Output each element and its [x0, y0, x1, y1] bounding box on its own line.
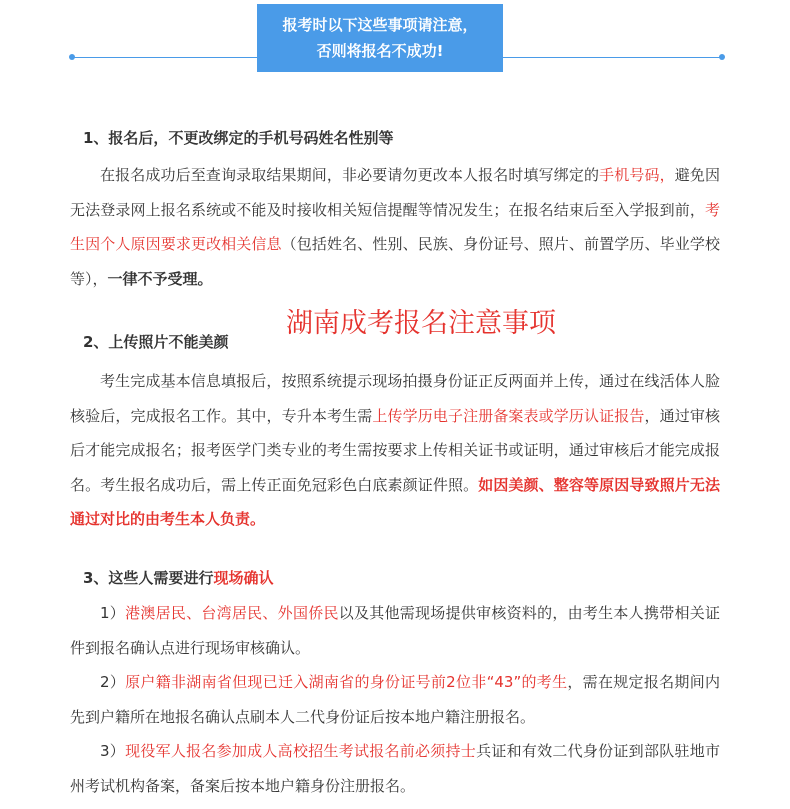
section-3-item-3: [70, 734, 720, 803]
s2-red-upload: 上传学历电子注册备案表或学历认证报告: [372, 406, 645, 425]
s1-red-info: 考生因个人原因要求更改相关信息: [70, 200, 720, 253]
s3-item3-red: 现役军人报名参加成人高校招生考试报名前必须持士: [125, 742, 477, 760]
s3-item1-text: 以及其他需现场提供审核资料的，由考生本人携带相关证件到报名确认点进行现场审核确认。: [70, 604, 720, 657]
s3-item1-num: 1）: [100, 604, 126, 622]
s3-item3-text: 兵证和有效二代身份证到部队驻地市州考试机构备案，备案后按本地户籍身份注册报名。: [70, 742, 720, 795]
section-1-title: 1、报名后，不更改绑定的手机号码姓名性别等: [83, 129, 394, 147]
section-2: [70, 330, 720, 537]
s3-title-red: 现场确认: [213, 569, 274, 587]
overlay-title: 湖南成考报名注意事项: [286, 308, 556, 339]
s1-text-a: 在报名成功后至查询录取结果期间，非必要请勿更改本人报名时填写绑定的: [100, 166, 600, 184]
section-3-item-2: [70, 665, 720, 734]
s1-red-phone: 手机号码，: [599, 166, 675, 184]
s2-text-a: 考生完成基本信息填报后，按照系统提示现场拍摄身份证正反两面并上传，通过在线活体人脸核验后，完成报名工作。其中，专升本考生需: [70, 372, 720, 425]
section-3-item-1: [70, 596, 720, 665]
section-2-title: 2、上传照片不能美颜: [83, 333, 229, 351]
s1-text-c: （包括姓名、性别、民族、身份证号、照片、前置学历、毕业学校等），: [70, 235, 720, 288]
s3-item1-red: 港澳居民、台湾居民、外国侨民: [125, 604, 339, 622]
s2-text-b: ，通过审核后才能完成报名；报考医学门类专业的考生需按要求上传相关证书或证明，通过审核后才能完成报名。考生报名成功后，需上传正面免冠彩色白底素颜证件照。: [70, 406, 720, 494]
s2-redbold-end: 如因美颜、整容等原因导致照片无法通过对比的由考生本人负责。: [70, 475, 720, 528]
s3-item2-text: ，需在规定报名期间内先到户籍所在地报名确认点刷本人二代身份证后按本地户籍注册报名。: [70, 673, 720, 726]
banner-line-1: 报考时以下这些事项请注意，: [282, 16, 478, 34]
s1-bold-end: 一律不予受理。: [107, 269, 213, 288]
s3-title-text: 3、这些人需要进行: [83, 569, 214, 587]
s3-item2-num: 2）: [100, 673, 126, 691]
divider-dot-right: [719, 54, 725, 60]
s1-text-b: 避免因无法登录网上报名系统或不能及时接收相关短信提醒等情况发生；在报名结束后至入学报到前，: [70, 166, 720, 219]
section-1-paragraph: [70, 158, 720, 296]
section-2-paragraph: [70, 364, 720, 537]
notice-banner: [257, 4, 503, 72]
section-3-title: [83, 566, 720, 590]
divider-dot-left: [69, 54, 75, 60]
section-3: [70, 566, 720, 803]
s3-item3-num: 3）: [100, 742, 126, 760]
banner-line-2: 否则将报名不成功!: [316, 42, 444, 60]
s3-item2-red: 原户籍非湖南省但现已迁入湖南省的身份证号前2位非“43”的考生: [125, 673, 568, 691]
section-1: [70, 126, 720, 296]
